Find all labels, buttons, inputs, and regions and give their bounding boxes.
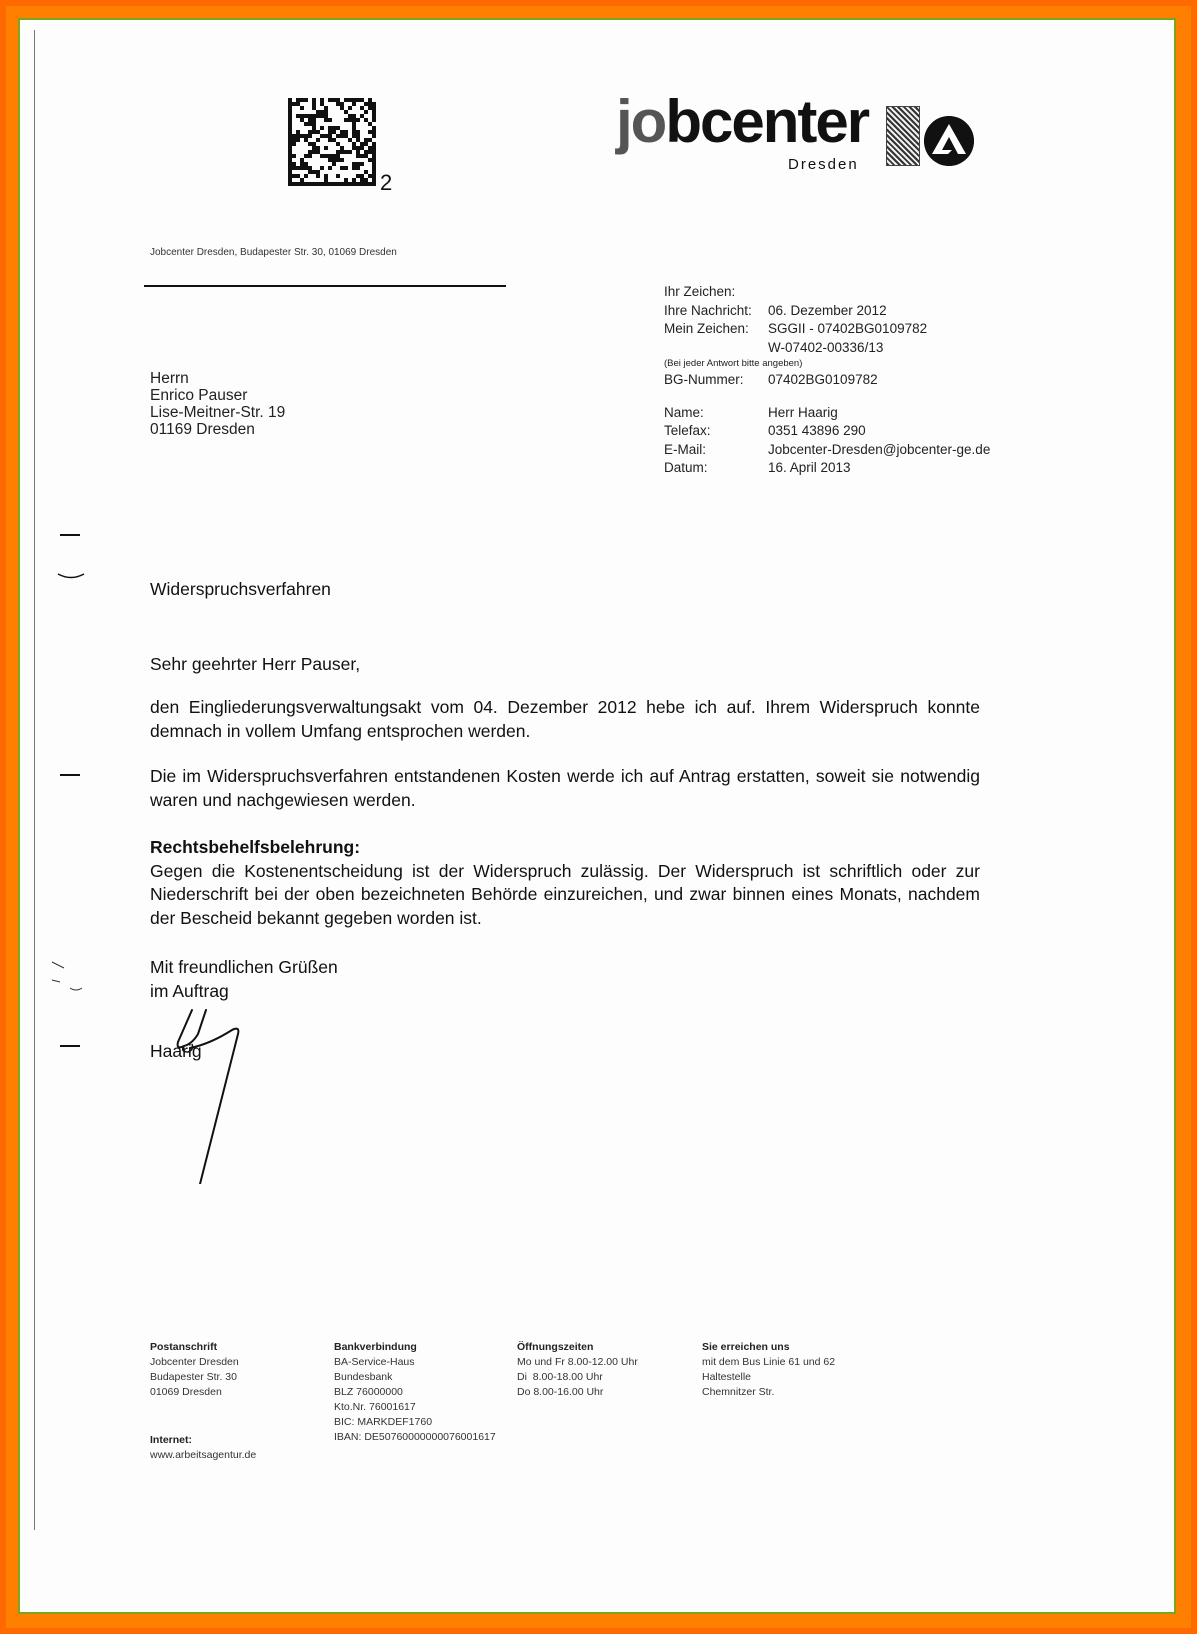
ref-label-spacer [664, 339, 768, 358]
recipient-salutation: Herrn [150, 370, 189, 387]
punch-mark [56, 572, 86, 582]
handwritten-signature [170, 1004, 280, 1184]
ref-value: Jobcenter-Dresden@jobcenter-ge.de [768, 441, 991, 457]
footer-line: Budapester Str. 30 [150, 1371, 237, 1383]
ref-value: W-07402-00336/13 [768, 339, 884, 355]
ref-spacer [664, 390, 990, 404]
scan-artifact-mark [50, 960, 90, 1000]
logo-city: Dresden [788, 156, 859, 173]
saxony-crest-icon [886, 106, 920, 166]
footer-line: Mo und Fr 8.00-12.00 Uhr [517, 1356, 638, 1368]
footer-line: mit dem Bus Linie 61 und 62 [702, 1356, 836, 1368]
footer-line: Chemnitzer Str. [702, 1386, 775, 1398]
ref-label: Name: [664, 404, 704, 420]
legal-notice [150, 836, 980, 930]
letter-page [18, 18, 1176, 1614]
ref-mein-zeichen [664, 320, 990, 339]
ref-value: Herr Haarig [768, 404, 838, 420]
ref-value: 16. April 2013 [768, 460, 851, 475]
recipient-city: 01169 Dresden [150, 421, 255, 438]
footer-internet [150, 1433, 256, 1463]
footer-heading: Postanschrift [150, 1341, 218, 1353]
recipient-address [150, 370, 285, 438]
footer-bank-details [334, 1340, 496, 1445]
ref-telefax [664, 422, 990, 441]
ref-ihr-zeichen [664, 283, 990, 302]
footer-directions [702, 1340, 835, 1400]
fold-mark [60, 774, 80, 776]
logo-wordmark [616, 88, 869, 155]
legal-notice-text: Gegen die Kostenentscheidung ist der Widerspruch zulässig. Der Widerspruch ist schriftlich oder zur Niederschrift bei der oben bezeichneten Behörde einzureichen, und zwar binnen eines Monats, nachdem der Bescheid bekannt gegeben worden ist. [150, 860, 980, 928]
footer-opening-hours [517, 1340, 638, 1400]
footer-line: BA-Service-Haus [334, 1356, 415, 1368]
footer-line: IBAN: DE50760000000076001617 [334, 1431, 496, 1443]
footer-line: Bundesbank [334, 1371, 393, 1383]
ref-email [664, 441, 990, 460]
ref-value: 06. Dezember 2012 [768, 302, 887, 318]
ref-ihre-nachricht [664, 302, 990, 321]
legal-notice-heading: Rechtsbehelfsbelehrung: [150, 837, 361, 857]
ref-label: Ihre Nachricht: [664, 302, 752, 318]
footer-line: BLZ 76000000 [334, 1386, 403, 1398]
logo-word-prefix: jo [616, 88, 666, 155]
sender-address-line: Jobcenter Dresden, Budapester Str. 30, 01069 Dresden [150, 247, 397, 258]
letter-paragraph-1: den Eingliederungsverwaltungsakt vom 04. Dezember 2012 hebe ich auf. Ihrem Widerspruch konnte demnach in vollem Umfang entsprochen werden. [150, 697, 980, 741]
datamatrix-code [288, 98, 376, 186]
reference-block [664, 283, 990, 478]
ref-bg-nummer [664, 371, 990, 390]
ref-label: Telefax: [664, 423, 711, 438]
footer-line: 01069 Dresden [150, 1386, 222, 1398]
ref-label: Ihr Zeichen: [664, 284, 736, 299]
ref-label: BG-Nummer: [664, 372, 744, 387]
fold-mark [60, 1045, 80, 1047]
letter-subject: Widerspruchsverfahren [150, 579, 331, 599]
footer-line: Do 8.00-16.00 Uhr [517, 1386, 604, 1398]
ref-note: (Bei jeder Antwort bitte angeben) [664, 358, 803, 369]
ref-value: 0351 43896 290 [768, 423, 866, 438]
footer-heading: Sie erreichen uns [702, 1341, 790, 1353]
letter-paragraph-2: Die im Widerspruchsverfahren entstandenen Kosten werde ich auf Antrag erstatten, soweit sie notwendig waren und nachgewiesen werden. [150, 766, 980, 810]
ref-value: 07402BG0109782 [768, 372, 878, 387]
letter-salutation: Sehr geehrter Herr Pauser, [150, 654, 361, 674]
signer-name: Haarig [150, 1041, 202, 1061]
address-window-rule [144, 285, 506, 287]
letter-closing [150, 956, 338, 1003]
ref-mein-zeichen-2 [664, 339, 990, 358]
fold-mark [60, 534, 80, 536]
footer-line: BIC: MARKDEF1760 [334, 1416, 433, 1428]
ref-value: SGGII - 07402BG0109782 [768, 321, 928, 336]
closing-on-behalf: im Auftrag [150, 980, 229, 1001]
logo-word-rest: bcenter [665, 88, 869, 155]
closing-greeting: Mit freundlichen Grüßen [150, 957, 338, 977]
scan-edge-line [34, 30, 35, 1530]
footer-heading: Bankverbindung [334, 1341, 417, 1353]
datamatrix-number: 2 [380, 170, 393, 195]
ref-datum [664, 459, 990, 478]
recipient-name: Enrico Pauser [150, 387, 248, 404]
footer-line: Di 8.00-18.00 Uhr [517, 1371, 603, 1383]
footer-line: Jobcenter Dresden [150, 1356, 239, 1368]
ref-label: E-Mail: [664, 441, 707, 457]
footer-postal-address [150, 1340, 239, 1400]
footer-line: Haltestelle [702, 1371, 752, 1383]
recipient-street: Lise-Meitner-Str. 19 [150, 404, 286, 421]
footer-website-link[interactable]: www.arbeitsagentur.de [150, 1449, 257, 1461]
footer-heading: Internet: [150, 1434, 192, 1446]
ref-label: Mein Zeichen: [664, 321, 749, 336]
footer-line: Kto.Nr. 76001617 [334, 1401, 416, 1413]
footer-heading: Öffnungszeiten [517, 1341, 594, 1353]
ref-label: Datum: [664, 460, 708, 475]
ref-name [664, 404, 990, 423]
arbeitsagentur-a-icon [924, 116, 974, 166]
jobcenter-logo [616, 88, 1016, 182]
